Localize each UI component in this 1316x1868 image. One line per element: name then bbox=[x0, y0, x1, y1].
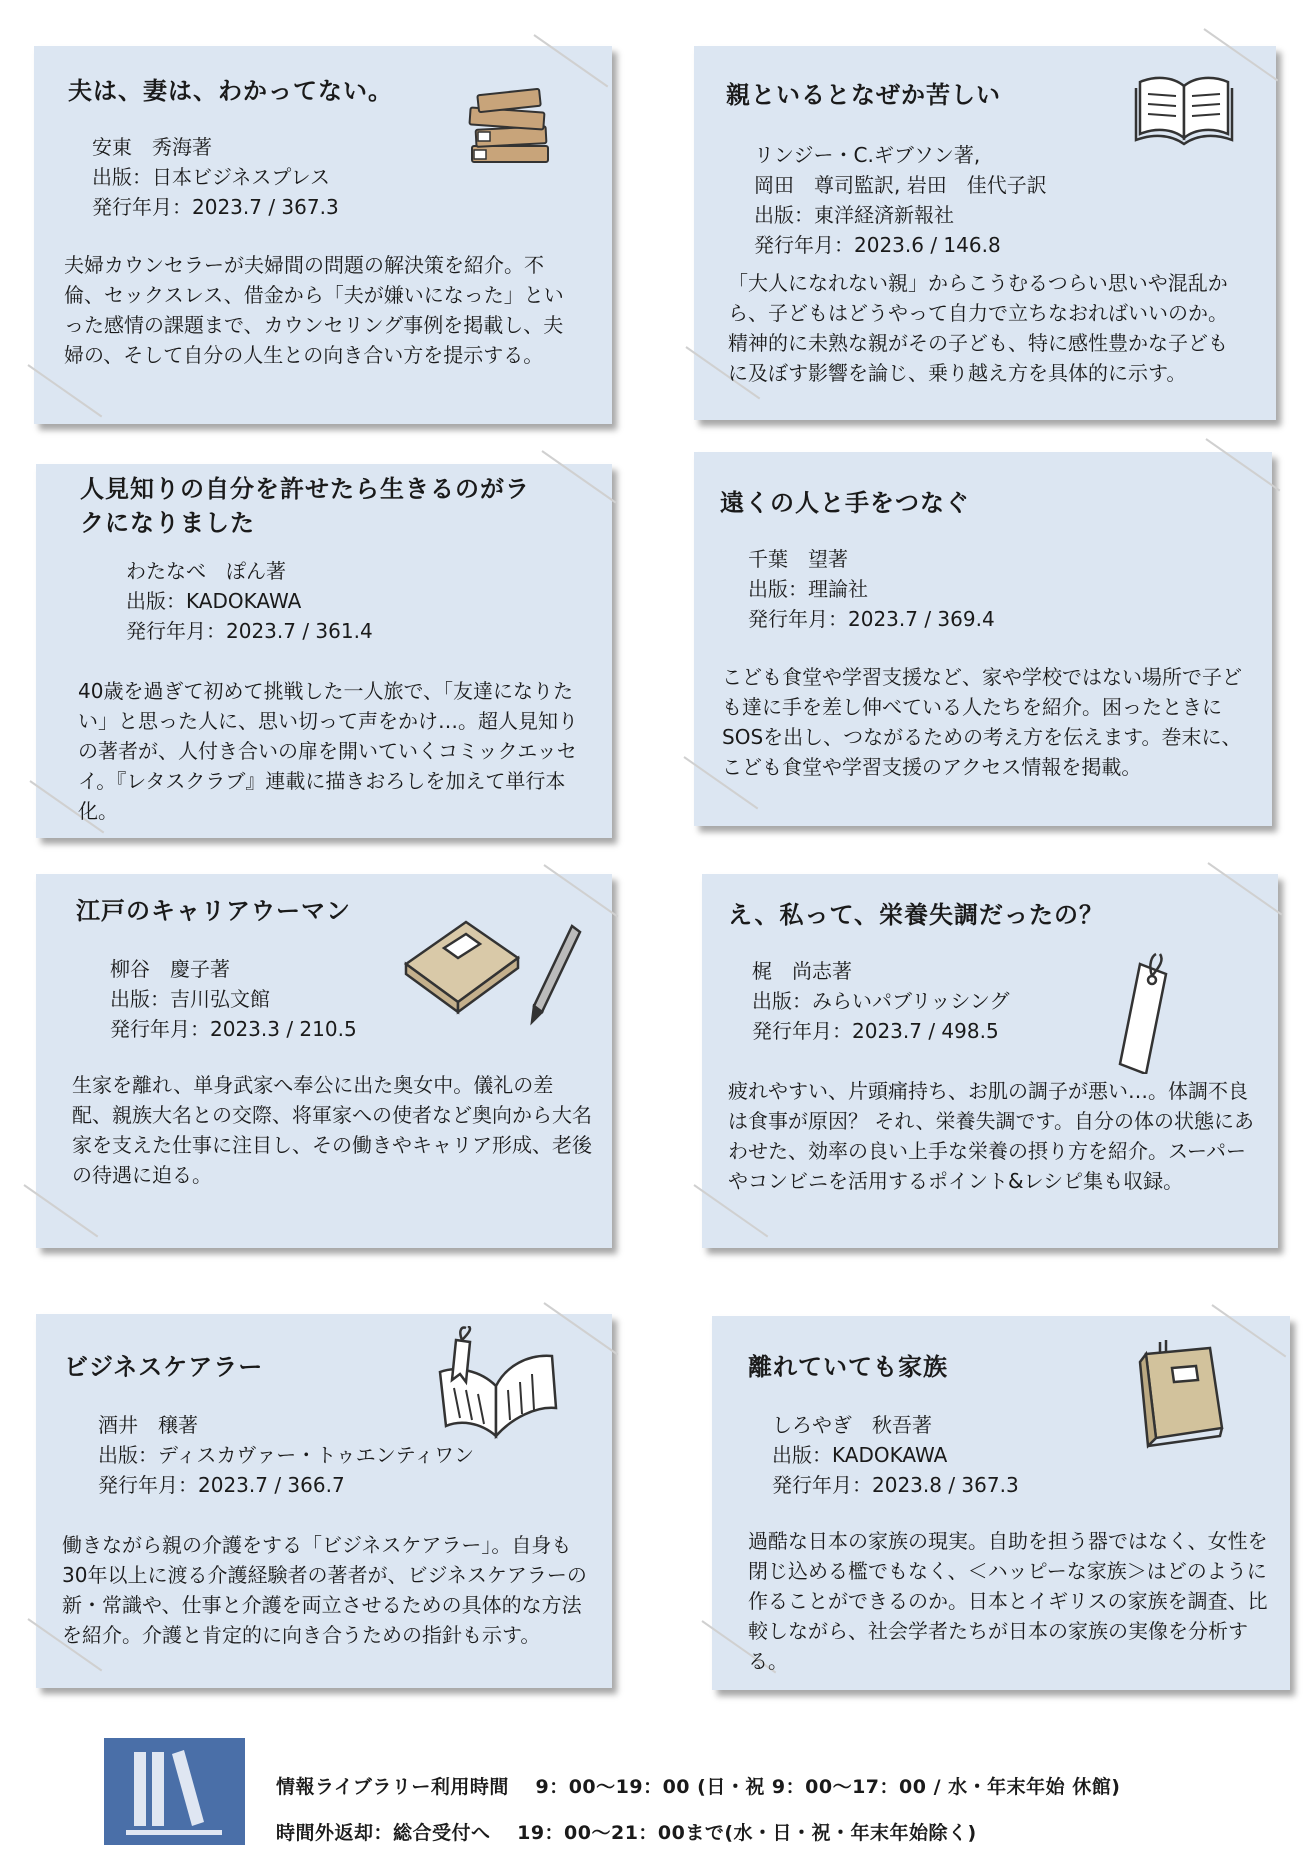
book-card bbox=[36, 874, 612, 1248]
library-books-icon bbox=[104, 1738, 245, 1845]
book-title: 親といるとなぜか苦しい bbox=[726, 81, 1001, 109]
book-meta bbox=[752, 956, 1010, 1046]
tape-decoration bbox=[1205, 438, 1280, 491]
tape-decoration bbox=[23, 1184, 98, 1237]
book-publisher: 出版：みらいパブリッシング bbox=[752, 989, 1010, 1013]
after-hours-return: 時間外返却：総合受付へ 19：00～21：00まで(水・日・祝・年末年始除く) bbox=[276, 1822, 977, 1844]
book-card bbox=[36, 1314, 612, 1688]
book-description: 40歳を過ぎて初めて挑戦した一人旅で、「友達になりたい」と思った人に、思い切って声をかけ…。超人見知りの著者が、人付き合いの扉を開いていくコミックエッセイ。『レタスクラブ』連載に描きおろしを加えて単行本化。 bbox=[78, 679, 578, 823]
book-date: 発行年月：2023.7 / 367.3 bbox=[92, 195, 339, 219]
library-hours: 情報ライブラリー利用時間 9：00～19：00 (日・祝 9：00～17：00 / 水・年末年始 休館) bbox=[276, 1776, 1121, 1798]
tape-decoration bbox=[1207, 862, 1282, 915]
book-author: 梶 尚志著 bbox=[752, 959, 852, 983]
book-card bbox=[702, 874, 1278, 1248]
library-logo bbox=[104, 1738, 245, 1845]
book-publisher: 出版：東洋経済新報社 bbox=[754, 203, 954, 227]
book-card bbox=[694, 452, 1272, 826]
book-date: 発行年月：2023.7 / 361.4 bbox=[126, 619, 373, 643]
book-date: 発行年月：2023.7 / 369.4 bbox=[748, 607, 995, 631]
book-meta bbox=[126, 556, 373, 646]
book-meta bbox=[110, 954, 357, 1044]
book-translator: 岡田 尊司監訳, 岩田 佳代子訳 bbox=[754, 173, 1047, 197]
book-title: 夫は、妻は、わかってない。 bbox=[68, 77, 393, 105]
book-meta bbox=[98, 1410, 474, 1500]
book-title: 遠くの人と手をつなぐ bbox=[720, 489, 970, 517]
book-description: 夫婦カウンセラーが夫婦間の問題の解決策を紹介。不倫、セックスレス、借金から「夫が嫌いになった」といった感情の課題まで、カウンセリング事例を掲載し、夫婦の、そして自分の人生との向き合い方を提示する。 bbox=[64, 253, 564, 367]
open-book-icon bbox=[1134, 70, 1234, 150]
book-author: 酒井 穣著 bbox=[98, 1413, 198, 1437]
tape-decoration bbox=[27, 364, 102, 417]
book-date: 発行年月：2023.6 / 146.8 bbox=[754, 233, 1001, 257]
book-publisher: 出版：ディスカヴァー・トゥエンティワン bbox=[98, 1443, 475, 1467]
book-title: ビジネスケアラー bbox=[64, 1353, 264, 1381]
bookmark-icon bbox=[1108, 950, 1188, 1074]
book-date: 発行年月：2023.3 / 210.5 bbox=[110, 1017, 357, 1041]
book-title: 江戸のキャリアウーマン bbox=[76, 897, 351, 925]
book-publisher: 出版：理論社 bbox=[748, 577, 868, 601]
book-date: 発行年月：2023.7 / 498.5 bbox=[752, 1019, 999, 1043]
book-publisher: 出版：KADOKAWA bbox=[126, 589, 302, 613]
book-meta bbox=[92, 132, 339, 222]
book-description: 「大人になれない親」からこうむるつらい思いや混乱から、子どもはどうやって自力で立ちなおればいいのか。精神的に未熟な親がその子ども、特に感性豊かな子どもに及ぼす影響を論じ、乗り越え方を具体的に示す。 bbox=[728, 271, 1228, 385]
book-author: しろやぎ 秋吾著 bbox=[772, 1413, 932, 1437]
book-title: え、私って、栄養失調だったの？ bbox=[728, 901, 1104, 929]
book-author: わたなべ ぽん著 bbox=[126, 559, 286, 583]
book-author: リンジー・C.ギブソン著, bbox=[754, 143, 981, 167]
book-publisher: 出版：吉川弘文館 bbox=[110, 987, 270, 1011]
book-card bbox=[694, 46, 1276, 420]
notebook-pen-icon bbox=[396, 908, 596, 1028]
tape-decoration bbox=[541, 450, 616, 503]
book-card bbox=[36, 464, 612, 838]
book-description: 生家を離れ、単身武家へ奉公に出た奥女中。儀礼の差配、親族大名との交際、将軍家への使者など奥向から大名家を支えた仕事に注目し、その働きやキャリア形成、老後の待遇に迫る。 bbox=[72, 1073, 592, 1187]
book-description: 疲れやすい、片頭痛持ち、お肌の調子が悪い…。体調不良は食事が原因？ それ、栄養失調です。自分の体の状態にあわせた、効率の良い上手な栄養の摂り方を紹介。スーパーやコンビニを活用するポイント&レシピ集も収録。 bbox=[728, 1079, 1254, 1193]
book-description: 働きながら親の介護をする「ビジネスケアラー」。自身も30年以上に渡る介護経験者の著者が、ビジネスケアラーの新・常識や、仕事と介護を両立させるための具体的な方法を紹介。介護と肯定的に向き合うための指針も示す。 bbox=[62, 1533, 587, 1647]
book-card bbox=[712, 1316, 1290, 1690]
book-meta bbox=[748, 544, 995, 634]
book-author: 千葉 望著 bbox=[748, 547, 848, 571]
book-date: 発行年月：2023.8 / 367.3 bbox=[772, 1473, 1019, 1497]
book-meta bbox=[772, 1410, 1019, 1500]
book-publisher: 出版：KADOKAWA bbox=[772, 1443, 948, 1467]
book-author: 安東 秀海著 bbox=[92, 135, 212, 159]
book-title: 人見知りの自分を許せたら生きるのがラクになりました bbox=[80, 475, 530, 537]
book-date: 発行年月：2023.7 / 366.7 bbox=[98, 1473, 345, 1497]
tape-decoration bbox=[533, 34, 608, 87]
book-meta bbox=[754, 140, 1047, 260]
book-description: 過酷な日本の家族の現実。自助を担う器ではなく、女性を閉じ込める檻でもなく、＜ハッピーな家族＞はどのように作ることができるのか。日本とイギリスの家族を調査、比較しながら、社会学者たちが日本の家族の実像を分析する。 bbox=[748, 1529, 1268, 1673]
book-publisher: 出版：日本ビジネスプレス bbox=[92, 165, 330, 189]
closed-book-icon bbox=[1126, 1338, 1236, 1458]
book-title: 離れていても家族 bbox=[748, 1353, 948, 1381]
book-description: こども食堂や学習支援など、家や学校ではない場所で子ども達に手を差し伸べている人たちを紹介。困ったときにSOSを出し、つながるための考え方を伝えます。巻末に、こども食堂や学習支援のアクセス情報を掲載。 bbox=[722, 665, 1242, 779]
open-book-bookmark-icon bbox=[436, 1326, 560, 1446]
book-card bbox=[34, 46, 612, 424]
book-author: 柳谷 慶子著 bbox=[110, 957, 230, 981]
book-stack-icon bbox=[464, 84, 556, 176]
